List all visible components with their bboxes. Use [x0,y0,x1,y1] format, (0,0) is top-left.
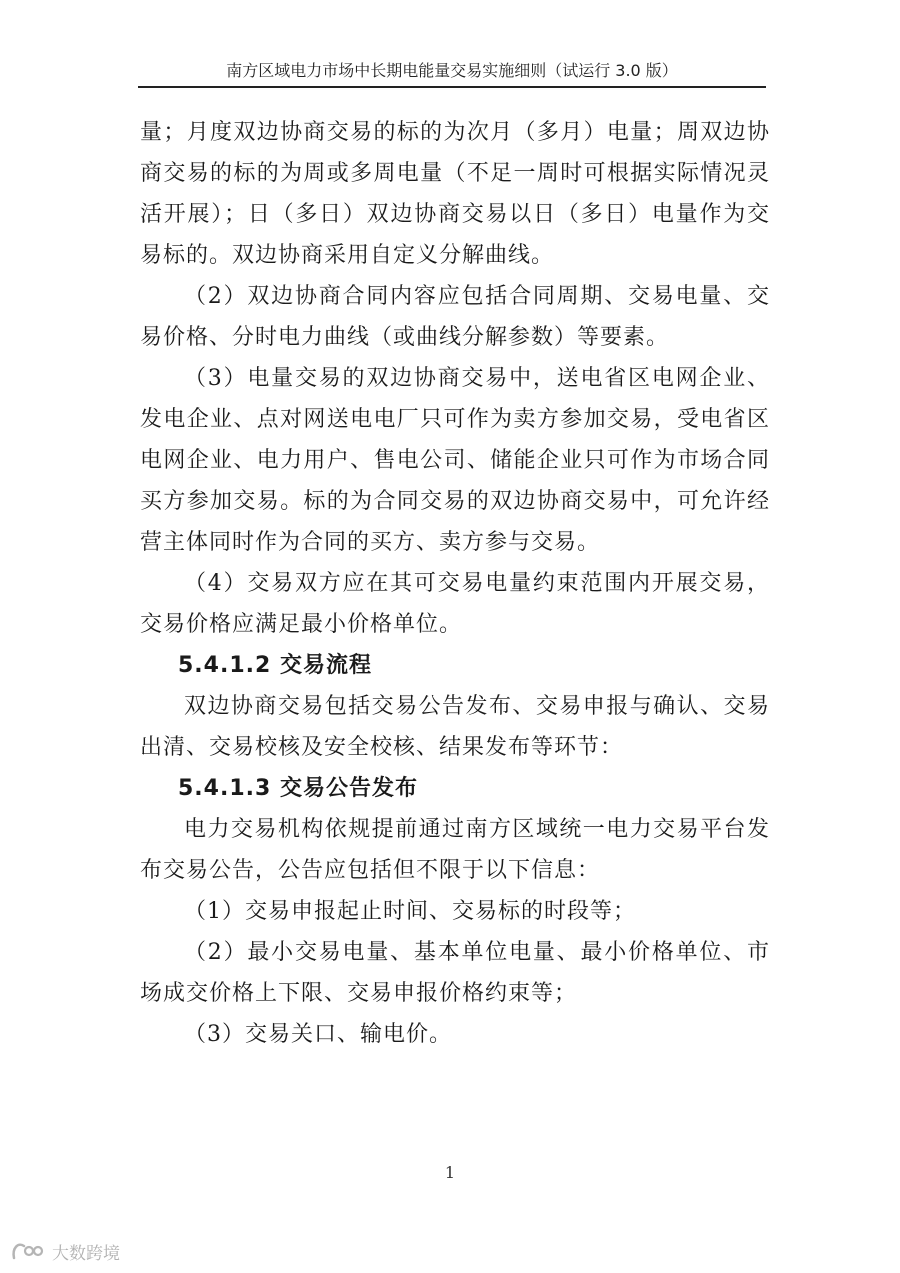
document-body [140,112,770,1055]
section-heading-5-4-1-3: 5.4.1.3 交易公告发布 [178,776,418,801]
paragraph-item-2: （2）双边协商合同内容应包括合同周期、交易电量、交易价格、分时电力曲线（或曲线分解参数）等要素。 [140,284,770,350]
paragraph-info-2: （2）最小交易电量、基本单位电量、最小价格单位、市场成交价格上下限、交易申报价格约束等； [140,940,770,1006]
paragraph-process: 双边协商交易包括交易公告发布、交易申报与确认、交易出清、交易校核及安全校核、结果发布等环节： [140,694,770,760]
page-number: 1 [444,1163,456,1182]
watermark [10,1236,120,1266]
watermark-text: 大数跨境 [52,1243,120,1264]
brand-logo-icon [10,1238,44,1264]
page-header [138,56,766,88]
section-heading-5-4-1-2: 5.4.1.2 交易流程 [178,653,372,678]
paragraph-continuation: 量；月度双边协商交易的标的为次月（多月）电量；周双边协商交易的标的为周或多周电量（不足一周时可根据实际情况灵活开展）；日（多日）双边协商交易以日（多日）电量作为交易标的。双边协商采用自定义分解曲线。 [140,120,770,268]
paragraph-announcement: 电力交易机构依规提前通过南方区域统一电力交易平台发布交易公告，公告应包括但不限于以下信息： [140,817,770,883]
header-title: 南方区域电力市场中长期电能量交易实施细则（试运行 3.0 版） [226,61,678,80]
paragraph-info-1: （1）交易申报起止时间、交易标的时段等； [184,899,636,924]
paragraph-item-3: （3）电量交易的双边协商交易中，送电省区电网企业、发电企业、点对网送电电厂只可作为卖方参加交易，受电省区电网企业、电力用户、售电公司、储能企业只可作为市场合同买方参加交易。标的为合同交易的双边协商交易中，可允许经营主体同时作为合同的买方、卖方参与交易。 [140,366,770,555]
paragraph-info-3: （3）交易关口、输电价。 [184,1022,452,1047]
paragraph-item-4: （4）交易双方应在其可交易电量约束范围内开展交易，交易价格应满足最小价格单位。 [140,571,770,637]
